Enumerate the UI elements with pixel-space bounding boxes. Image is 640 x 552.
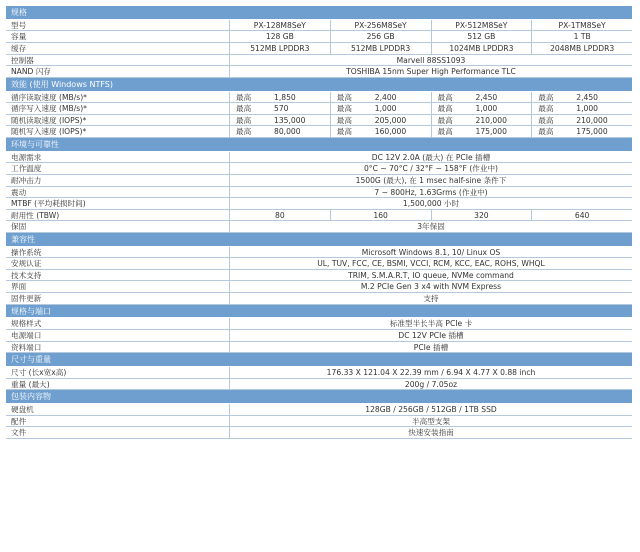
spec-label: 随机写入速度 (IOPS)* <box>11 127 87 137</box>
spec-value: 1500G (最大), 在 1 msec half-sine 条件下 <box>229 175 632 186</box>
spec-label: 硬盘机 <box>11 405 34 415</box>
spec-cell-value: 1 TB <box>573 32 591 42</box>
spec-cell <box>229 126 330 137</box>
spec-value: 3年保固 <box>229 221 632 232</box>
spec-row <box>6 92 632 104</box>
spec-cell <box>330 126 431 137</box>
value-prefix: 最高 <box>336 127 352 137</box>
spec-row <box>6 31 632 43</box>
spec-row <box>6 187 632 199</box>
spec-cell <box>330 103 431 114</box>
spec-row <box>6 330 632 342</box>
spec-value: 128GB / 256GB / 512GB / 1TB SSD <box>229 404 632 415</box>
spec-label: 控制器 <box>11 55 34 65</box>
value-prefix: 最高 <box>538 127 554 137</box>
spec-value: PCIe 插槽 <box>229 342 632 353</box>
spec-row <box>6 293 632 305</box>
spec-cell <box>330 31 431 42</box>
spec-cell <box>229 92 330 103</box>
spec-label: 配件 <box>11 416 27 426</box>
spec-value: Marvell 88SS1093 <box>229 55 632 66</box>
spec-cell <box>330 43 431 54</box>
spec-cell-value: 160 <box>373 210 388 220</box>
section-header: 环境与可靠性 <box>6 138 632 152</box>
spec-label: 耐冲击力 <box>11 175 42 185</box>
spec-cell <box>431 126 532 137</box>
spec-row <box>6 379 632 391</box>
spec-row <box>6 126 632 138</box>
spec-row <box>6 20 632 32</box>
spec-row <box>6 55 632 67</box>
spec-label: 工作温度 <box>11 164 42 174</box>
spec-cells <box>229 31 632 42</box>
spec-cell <box>531 92 632 103</box>
spec-cell-value: 570 <box>274 104 289 114</box>
spec-row <box>6 270 632 282</box>
spec-cell-value: PX-512M8SeY <box>455 20 508 30</box>
spec-cell-value: 320 <box>474 210 489 220</box>
value-prefix: 最高 <box>538 104 554 114</box>
spec-cell <box>431 210 532 221</box>
spec-cell-value: 512MB LPDDR3 <box>350 43 411 53</box>
spec-cell <box>431 20 532 31</box>
spec-row <box>6 367 632 379</box>
spec-row <box>6 163 632 175</box>
spec-label: 技术支持 <box>11 270 42 280</box>
spec-cell <box>531 31 632 42</box>
spec-cell-value: 2,450 <box>576 92 598 102</box>
spec-cell-value: 128 GB <box>265 32 294 42</box>
spec-cell <box>531 20 632 31</box>
spec-label: MTBF (平均耗损时间) <box>11 199 86 209</box>
spec-label: 循序写入速度 (MB/s)* <box>11 104 87 114</box>
spec-cell-value: 1,000 <box>576 104 598 114</box>
spec-cell <box>229 115 330 126</box>
spec-value: 1,500,000 小时 <box>229 198 632 209</box>
spec-label: 保固 <box>11 222 27 232</box>
spec-row <box>6 427 632 439</box>
spec-value: DC 12V 2.0A (最大) 在 PCIe 插槽 <box>229 152 632 163</box>
spec-label: 随机读取速度 (IOPS)* <box>11 115 87 125</box>
spec-value: DC 12V PCIe 插槽 <box>229 330 632 341</box>
spec-value: UL, TUV, FCC, CE, BSMI, VCCI, RCM, KCC, EAC, ROHS, WHQL <box>229 258 632 269</box>
spec-cells <box>229 43 632 54</box>
spec-label: 安规认证 <box>11 259 42 269</box>
spec-label: 操作系统 <box>11 247 42 257</box>
spec-label: 资料端口 <box>11 342 42 352</box>
spec-label: 震动 <box>11 187 27 197</box>
spec-label: 循序读取速度 (MB/s)* <box>11 92 87 102</box>
spec-cell-value: 2,400 <box>374 92 397 102</box>
spec-cell-value: 1,000 <box>475 104 498 114</box>
section-header: 规格与端口 <box>6 305 632 319</box>
spec-cell <box>229 20 330 31</box>
spec-row <box>6 221 632 233</box>
spec-row <box>6 318 632 330</box>
section-header: 包装内容物 <box>6 390 632 404</box>
spec-label: 耐用性 (TBW) <box>11 210 60 220</box>
value-prefix: 最高 <box>437 92 453 102</box>
spec-cell <box>229 103 330 114</box>
spec-cell-value: 135,000 <box>274 115 306 125</box>
spec-value: Microsoft Windows 8.1, 10/ Linux OS <box>229 247 632 258</box>
spec-cell-value: 1,000 <box>374 104 397 114</box>
spec-cell-value: PX-1TM8SeY <box>558 20 606 30</box>
spec-row <box>6 198 632 210</box>
spec-row <box>6 416 632 428</box>
spec-cell-value: PX-256M8SeY <box>354 20 407 30</box>
spec-label: 规格样式 <box>11 319 42 329</box>
spec-cell-value: 1,850 <box>274 92 296 102</box>
spec-cell <box>531 43 632 54</box>
spec-label: 文件 <box>11 428 27 438</box>
spec-cell-value: 512 GB <box>467 32 496 42</box>
spec-label: 尺寸 (长x宽x高) <box>11 368 67 378</box>
spec-label: 电源需求 <box>11 152 42 162</box>
spec-label: 缓存 <box>11 43 27 53</box>
spec-cells <box>229 126 632 137</box>
spec-cell <box>229 31 330 42</box>
spec-row <box>6 115 632 127</box>
spec-value: 快速安装指南 <box>229 427 632 438</box>
spec-label: 界面 <box>11 282 27 292</box>
spec-label: NAND 闪存 <box>11 67 52 77</box>
spec-cell <box>531 115 632 126</box>
spec-label: 电源端口 <box>11 331 42 341</box>
spec-value: 半高型支架 <box>229 416 632 427</box>
spec-row <box>6 43 632 55</box>
spec-cell-value: 175,000 <box>576 127 608 137</box>
section-header: 规格 <box>6 6 632 20</box>
spec-row <box>6 66 632 78</box>
spec-value: TOSHIBA 15nm Super High Performance TLC <box>229 66 632 77</box>
spec-cell-value: 80,000 <box>274 127 301 137</box>
spec-cells <box>229 115 632 126</box>
spec-cell <box>330 20 431 31</box>
spec-cell <box>431 115 532 126</box>
spec-label: 型号 <box>11 20 27 30</box>
spec-cell <box>431 103 532 114</box>
spec-cell <box>330 210 431 221</box>
value-prefix: 最高 <box>236 92 252 102</box>
spec-cell-value: 512MB LPDDR3 <box>250 43 310 53</box>
spec-value: 7 ~ 800Hz, 1.63Grms (作业中) <box>229 187 632 198</box>
spec-cell-value: 2048MB LPDDR3 <box>550 43 615 53</box>
spec-row <box>6 258 632 270</box>
spec-value: 176.33 X 121.04 X 22.39 mm / 6.94 X 4.77 X 0.88 inch <box>229 367 632 378</box>
spec-cell <box>330 115 431 126</box>
spec-cell-value: 256 GB <box>366 32 395 42</box>
spec-cell <box>531 126 632 137</box>
spec-value: 200g / 7.05oz <box>229 379 632 390</box>
spec-label: 固件更新 <box>11 294 42 304</box>
spec-cells <box>229 20 632 31</box>
section-header: 尺寸与重量 <box>6 353 632 367</box>
spec-cell <box>531 103 632 114</box>
spec-cells <box>229 103 632 114</box>
spec-cell <box>431 43 532 54</box>
value-prefix: 最高 <box>336 104 352 114</box>
value-prefix: 最高 <box>437 115 453 125</box>
spec-cell <box>531 210 632 221</box>
spec-cell-value: 210,000 <box>475 115 507 125</box>
spec-cell <box>431 31 532 42</box>
spec-cell-value: 175,000 <box>475 127 507 137</box>
spec-row <box>6 103 632 115</box>
spec-cell-value: 1024MB LPDDR3 <box>449 43 514 53</box>
spec-value: M.2 PCIe Gen 3 x4 with NVM Express <box>229 281 632 292</box>
spec-cell-value: 80 <box>275 210 285 220</box>
value-prefix: 最高 <box>538 92 554 102</box>
spec-cell-value: 210,000 <box>576 115 608 125</box>
spec-row <box>6 247 632 259</box>
value-prefix: 最高 <box>538 115 554 125</box>
spec-cell-value: 2,450 <box>475 92 498 102</box>
value-prefix: 最高 <box>236 127 252 137</box>
spec-cell-value: PX-128M8SeY <box>253 20 306 30</box>
spec-cell <box>330 92 431 103</box>
spec-cells <box>229 210 632 221</box>
value-prefix: 最高 <box>336 92 352 102</box>
spec-value: TRIM, S.M.A.R.T, IO queue, NVMe command <box>229 270 632 281</box>
value-prefix: 最高 <box>437 127 453 137</box>
section-header: 效能 (使用 Windows NTFS) <box>6 78 632 92</box>
spec-cells <box>229 92 632 103</box>
value-prefix: 最高 <box>336 115 352 125</box>
spec-value: 支持 <box>229 293 632 304</box>
spec-cell <box>229 210 330 221</box>
spec-cell-value: 205,000 <box>374 115 407 125</box>
spec-cell <box>229 43 330 54</box>
spec-label: 重量 (最大) <box>11 379 50 389</box>
spec-value: 0°C ~ 70°C / 32°F ~ 158°F (作业中) <box>229 163 632 174</box>
spec-row <box>6 152 632 164</box>
spec-row <box>6 342 632 354</box>
spec-table <box>6 6 632 439</box>
spec-row <box>6 404 632 416</box>
value-prefix: 最高 <box>437 104 453 114</box>
spec-row <box>6 175 632 187</box>
spec-row <box>6 281 632 293</box>
spec-value: 标准型半长半高 PCIe 卡 <box>229 318 632 329</box>
spec-cell-value: 640 <box>574 210 590 220</box>
value-prefix: 最高 <box>236 115 252 125</box>
section-header: 兼容性 <box>6 233 632 247</box>
spec-cell-value: 160,000 <box>374 127 407 137</box>
value-prefix: 最高 <box>236 104 252 114</box>
spec-row <box>6 210 632 222</box>
spec-label: 容量 <box>11 32 27 42</box>
spec-cell <box>431 92 532 103</box>
